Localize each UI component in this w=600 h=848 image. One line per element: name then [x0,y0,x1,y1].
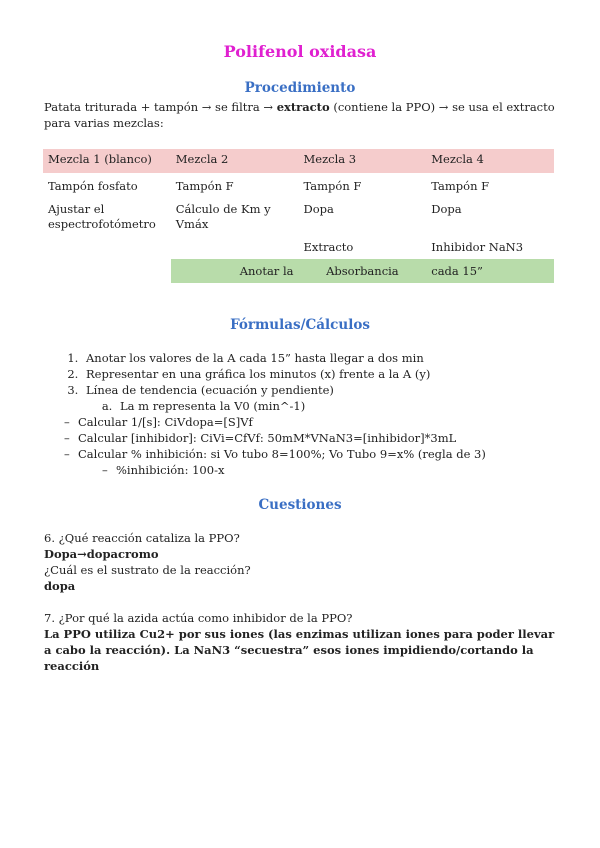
question-7-block [44,610,564,674]
table-cell: Tampón F [175,179,234,193]
table-cell: Mezcla 3 [299,149,427,173]
table-cell: Tampón F [303,179,362,193]
table-cell [171,237,299,259]
list-item: – Calcular [inhibidor]: CiVi=CfVf: 50mM*VNaN3=[inhibidor]*3mL [44,430,544,446]
answer-text: Dopa→dopacromo [44,547,159,561]
table-header-row [43,149,554,173]
table-cell: Cálculo de Km y Vmáx [175,202,271,231]
table-cell: Dopa [303,202,334,216]
procedimiento-intro [44,99,564,131]
list-item [82,382,582,414]
table-row [43,199,554,237]
list-item: – %inhibición: 100-x [44,462,544,478]
table-row [43,237,554,259]
table-cell: Mezcla 1 (blanco) [43,149,171,173]
calculations-list [44,414,544,478]
cuestiones-heading: Cuestiones [258,497,342,513]
table-cell: Dopa [431,202,462,216]
table-cell: Mezcla 4 [426,149,554,173]
mixtures-table [43,149,554,283]
table-cell [43,237,171,259]
formulas-heading: Fórmulas/Cálculos [230,317,370,333]
intro-text-2: (contiene la PPO) → se usa el extracto para varias mezclas: [44,100,555,130]
table-cell: Mezcla 2 [171,149,299,173]
table-cell: Inhibidor NaN3 [431,240,524,254]
page-title: Polifenol oxidasa [223,42,377,61]
answer-text: dopa [44,579,76,593]
intro-text-1: Patata triturada + tampón → se filtra → [44,100,277,114]
sub-list [86,398,582,414]
list-item: 2. Representar en una gráfica los minutos (x) frente a la A (y) [82,366,582,382]
question-text: 6. ¿Qué reacción cataliza la PPO? [44,531,240,545]
procedimiento-heading: Procedimiento [244,80,356,96]
list-item-text: Línea de tendencia (ecuación y pendiente) [86,383,334,397]
question-text: 7. ¿Por qué la azida actúa como inhibidor de la PPO? [44,611,353,625]
table-cell [43,259,171,283]
question-6-block [44,530,564,594]
table-cell: Ajustar el espectrofotómetro [48,202,156,231]
question-text: ¿Cuál es el sustrato de la reacción? [44,563,251,577]
list-item: a. La m representa la V0 (min^-1) [116,398,582,414]
table-cell: cada 15” [426,259,554,283]
list-item: – Calcular % inhibición: si Vo tubo 8=100%; Vo Tubo 9=x% (regla de 3) [44,446,544,462]
intro-bold-extracto: extracto [276,100,330,114]
list-item: – Calcular 1/[s]: CiVdopa=[S]Vf [44,414,544,430]
table-cell: Anotar la [171,259,299,283]
table-cell: Extracto [303,240,354,254]
list-item: 1. Anotar los valores de la A cada 15” hasta llegar a dos min [82,350,582,366]
table-cell: Tampón fosfato [48,179,138,193]
table-cell: Absorbancia [299,259,427,283]
steps-list [44,350,582,414]
table-row [43,173,554,199]
table-cell: Tampón F [431,179,490,193]
answer-text: La PPO utiliza Cu2+ por sus iones (las enzimas utilizan iones para poder llevar a cabo la reacción). La NaN3 “secuestra” esos iones impidiendo/cortando la reacción [44,627,555,673]
table-row-highlight [43,259,554,283]
